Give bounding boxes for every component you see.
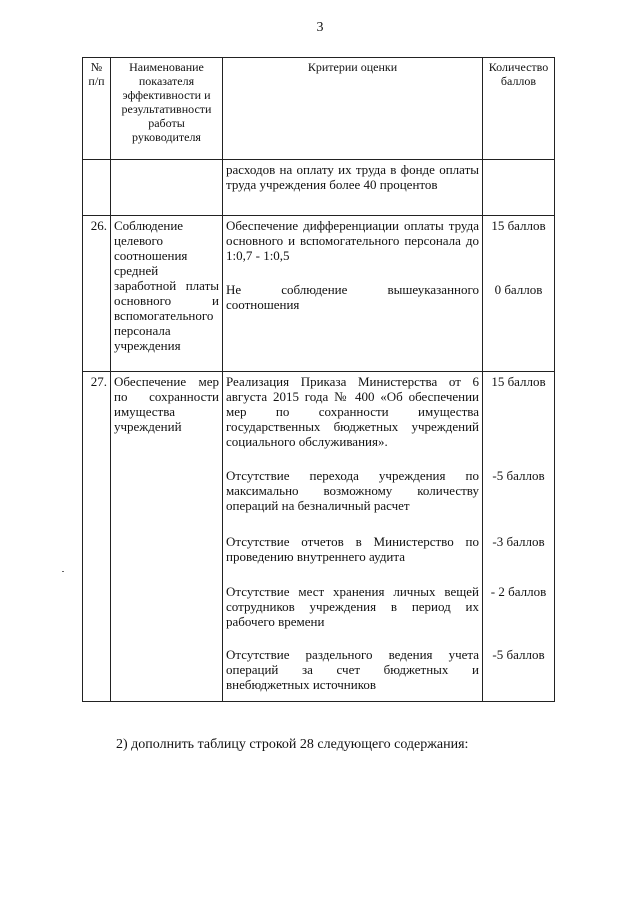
criterion-score: -5 баллов [492,647,545,662]
criterion-score: 15 баллов [491,218,546,233]
footer-note: 2) дополнить таблицу строкой 28 следующего содержания: [116,737,469,752]
criterion-score: -3 баллов [492,534,545,549]
cell-score [483,216,555,372]
table-row-continuation [83,160,555,216]
criterion-text: Обеспечение дифференциации оплаты труда основного и вспомогательного персонала до 1:0,7 - 1:0,5 [226,218,479,263]
table-header-row [83,58,555,160]
criterion-score: -5 баллов [492,468,545,483]
cell-criteria [223,216,483,372]
table-row-26 [83,216,555,372]
criterion-score: - 2 баллов [490,584,547,599]
header-score: Количество баллов [483,58,555,160]
cell-criteria [223,372,483,702]
scan-speck [62,571,64,572]
cell-name: Обеспечение мер по сохранности имущества учреждений [111,372,223,702]
criterion-text: Реализация Приказа Министерства от 6 августа 2015 года № 400 «Об обеспечении мер по сохранности имущества государственных бюджетных учреждений социального обслуживания». [226,374,479,449]
cell-num: 26. [83,216,111,372]
table-row-27 [83,372,555,702]
page-number: 3 [316,20,324,35]
cell-criteria: расходов на оплату их труда в фонде оплаты труда учреждения более 40 процентов [223,160,483,216]
cell-score [483,160,555,216]
criterion-text: Отсутствие раздельного ведения учета операций за счет бюджетных и внебюджетных источников [226,647,479,692]
header-criteria: Критерии оценки [223,58,483,160]
criterion-text: Отсутствие мест хранения личных вещей сотрудников учреждения в период их рабочего времени [226,584,479,629]
cell-score [483,372,555,702]
criterion-text: Не соблюдение вышеуказанного соотношения [226,282,479,312]
criterion-text: Отсутствие отчетов в Министерство по проведению внутреннего аудита [226,534,479,564]
criteria-table [82,57,555,702]
cell-num [83,160,111,216]
cell-num: 27. [83,372,111,702]
cell-name: Соблюдение целевого соотношения средней заработной платы основного и вспомогательного персонала учреждения [111,216,223,372]
cell-name [111,160,223,216]
header-num: № п/п [83,58,111,160]
header-name: Наименование показателя эффективности и результативности работы руководителя [111,58,223,160]
criterion-text: Отсутствие перехода учреждения по максимально возможному количеству операций на безналичный расчет [226,468,479,513]
criterion-score: 15 баллов [491,374,546,389]
criterion-score: 0 баллов [494,282,543,297]
